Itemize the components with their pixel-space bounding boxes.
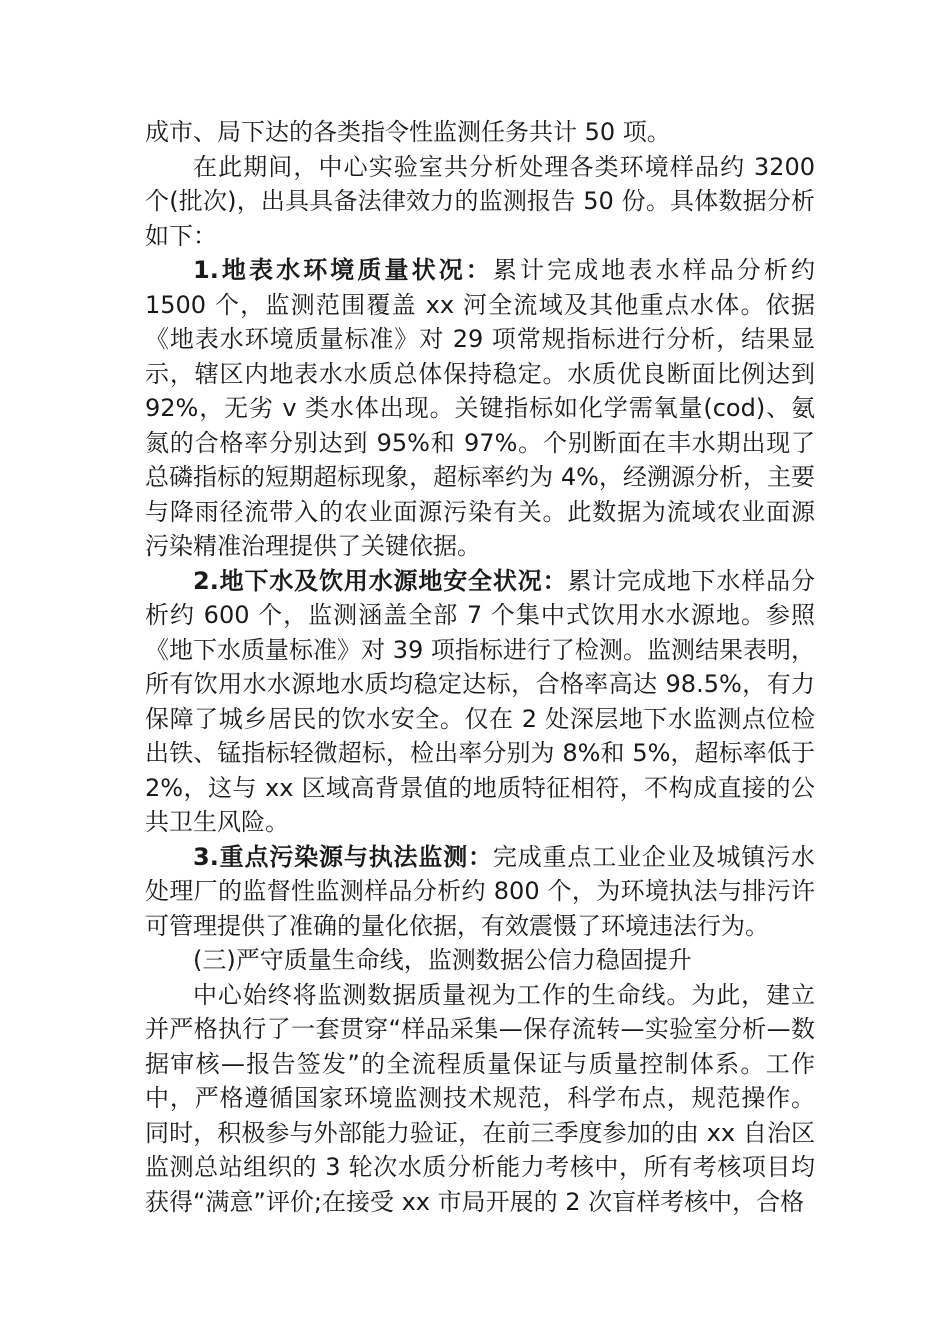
paragraph-sample-summary: [145, 150, 815, 254]
paragraph-text: 中心始终将监测数据质量视为工作的生命线。为此，建立并严格执行了一套贯穿“样品采集—保存流转—实验室分析—数据审核—报告签发”的全流程质量保证与质量控制体系。工作中，严格遵循国家环境监测技术规范，科学布点，规范操作。同时，积极参与外部能力验证，在前三季度参加的由 xx 自治区监测总站组织的 3 轮次水质分析能力考核中，所有考核项目均获得“满意”评价;在接受 xx 市局开展的 2 次盲样考核中，合格: [145, 980, 815, 1216]
paragraph-surface-water: [145, 253, 815, 564]
section-heading-quality: [145, 943, 815, 978]
section-heading-text: (三)严守质量生命线，监测数据公信力稳固提升: [193, 946, 692, 974]
paragraph-continuation: [145, 115, 815, 150]
paragraph-text: 成市、局下达的各类指令性监测任务共计 50 项。: [145, 118, 671, 146]
inline-heading: 2.地下水及饮用水源地安全状况：: [193, 566, 568, 595]
paragraph-text: 累计完成地下水样品分析约 600 个，监测涵盖全部 7 个集中式饮用水水源地。参照《地下水质量标准》对 39 项指标进行了检测。监测结果表明，所有饮用水水源地水质均稳定达标，合格率高达 98.5%，有力保障了城乡居民的饮水安全。仅在 2 处深层地下水监测点位检出铁、锰指标轻微超标，检出率分别为 8%和 5%，超标率低于 2%，这与 xx 区域高背景值的地质特征相符，不构成直接的公共卫生风险。: [145, 566, 816, 836]
inline-heading: 3.重点污染源与执法监测：: [193, 842, 493, 871]
document-body: [145, 115, 815, 1219]
paragraph-text: 累计完成地表水样品分析约 1500 个，监测范围覆盖 xx 河全流域及其他重点水体。依据《地表水环境质量标准》对 29 项常规指标进行分析，结果显示，辖区内地表水水质总体保持稳定。水质优良断面比例达到 92%，无劣 v 类水体出现。关键指标如化学需氧量(cod)、氨氮的合格率分别达到 95%和 97%。个别断面在丰水期出现了总磷指标的短期超标现象，超标率约为 4%，经溯源分析，主要与降雨径流带入的农业面源污染有关。此数据为流域农业面源污染精准治理提供了关键依据。: [145, 256, 815, 560]
paragraph-groundwater: [145, 564, 815, 840]
paragraph-text: 在此期间，中心实验室共分析处理各类环境样品约 3200 个(批次)，出具具备法律效力的监测报告 50 份。具体数据分析如下：: [145, 152, 815, 250]
paragraph-pollution-source: [145, 840, 815, 944]
inline-heading: 1.地表水环境质量状况：: [193, 256, 493, 284]
paragraph-quality-control: [145, 978, 815, 1220]
paragraph-text: 完成重点工业企业及城镇污水处理厂的监督性监测样品分析约 800 个，为环境执法与排污许可管理提供了准确的量化依据，有效震慑了环境违法行为。: [145, 842, 815, 940]
